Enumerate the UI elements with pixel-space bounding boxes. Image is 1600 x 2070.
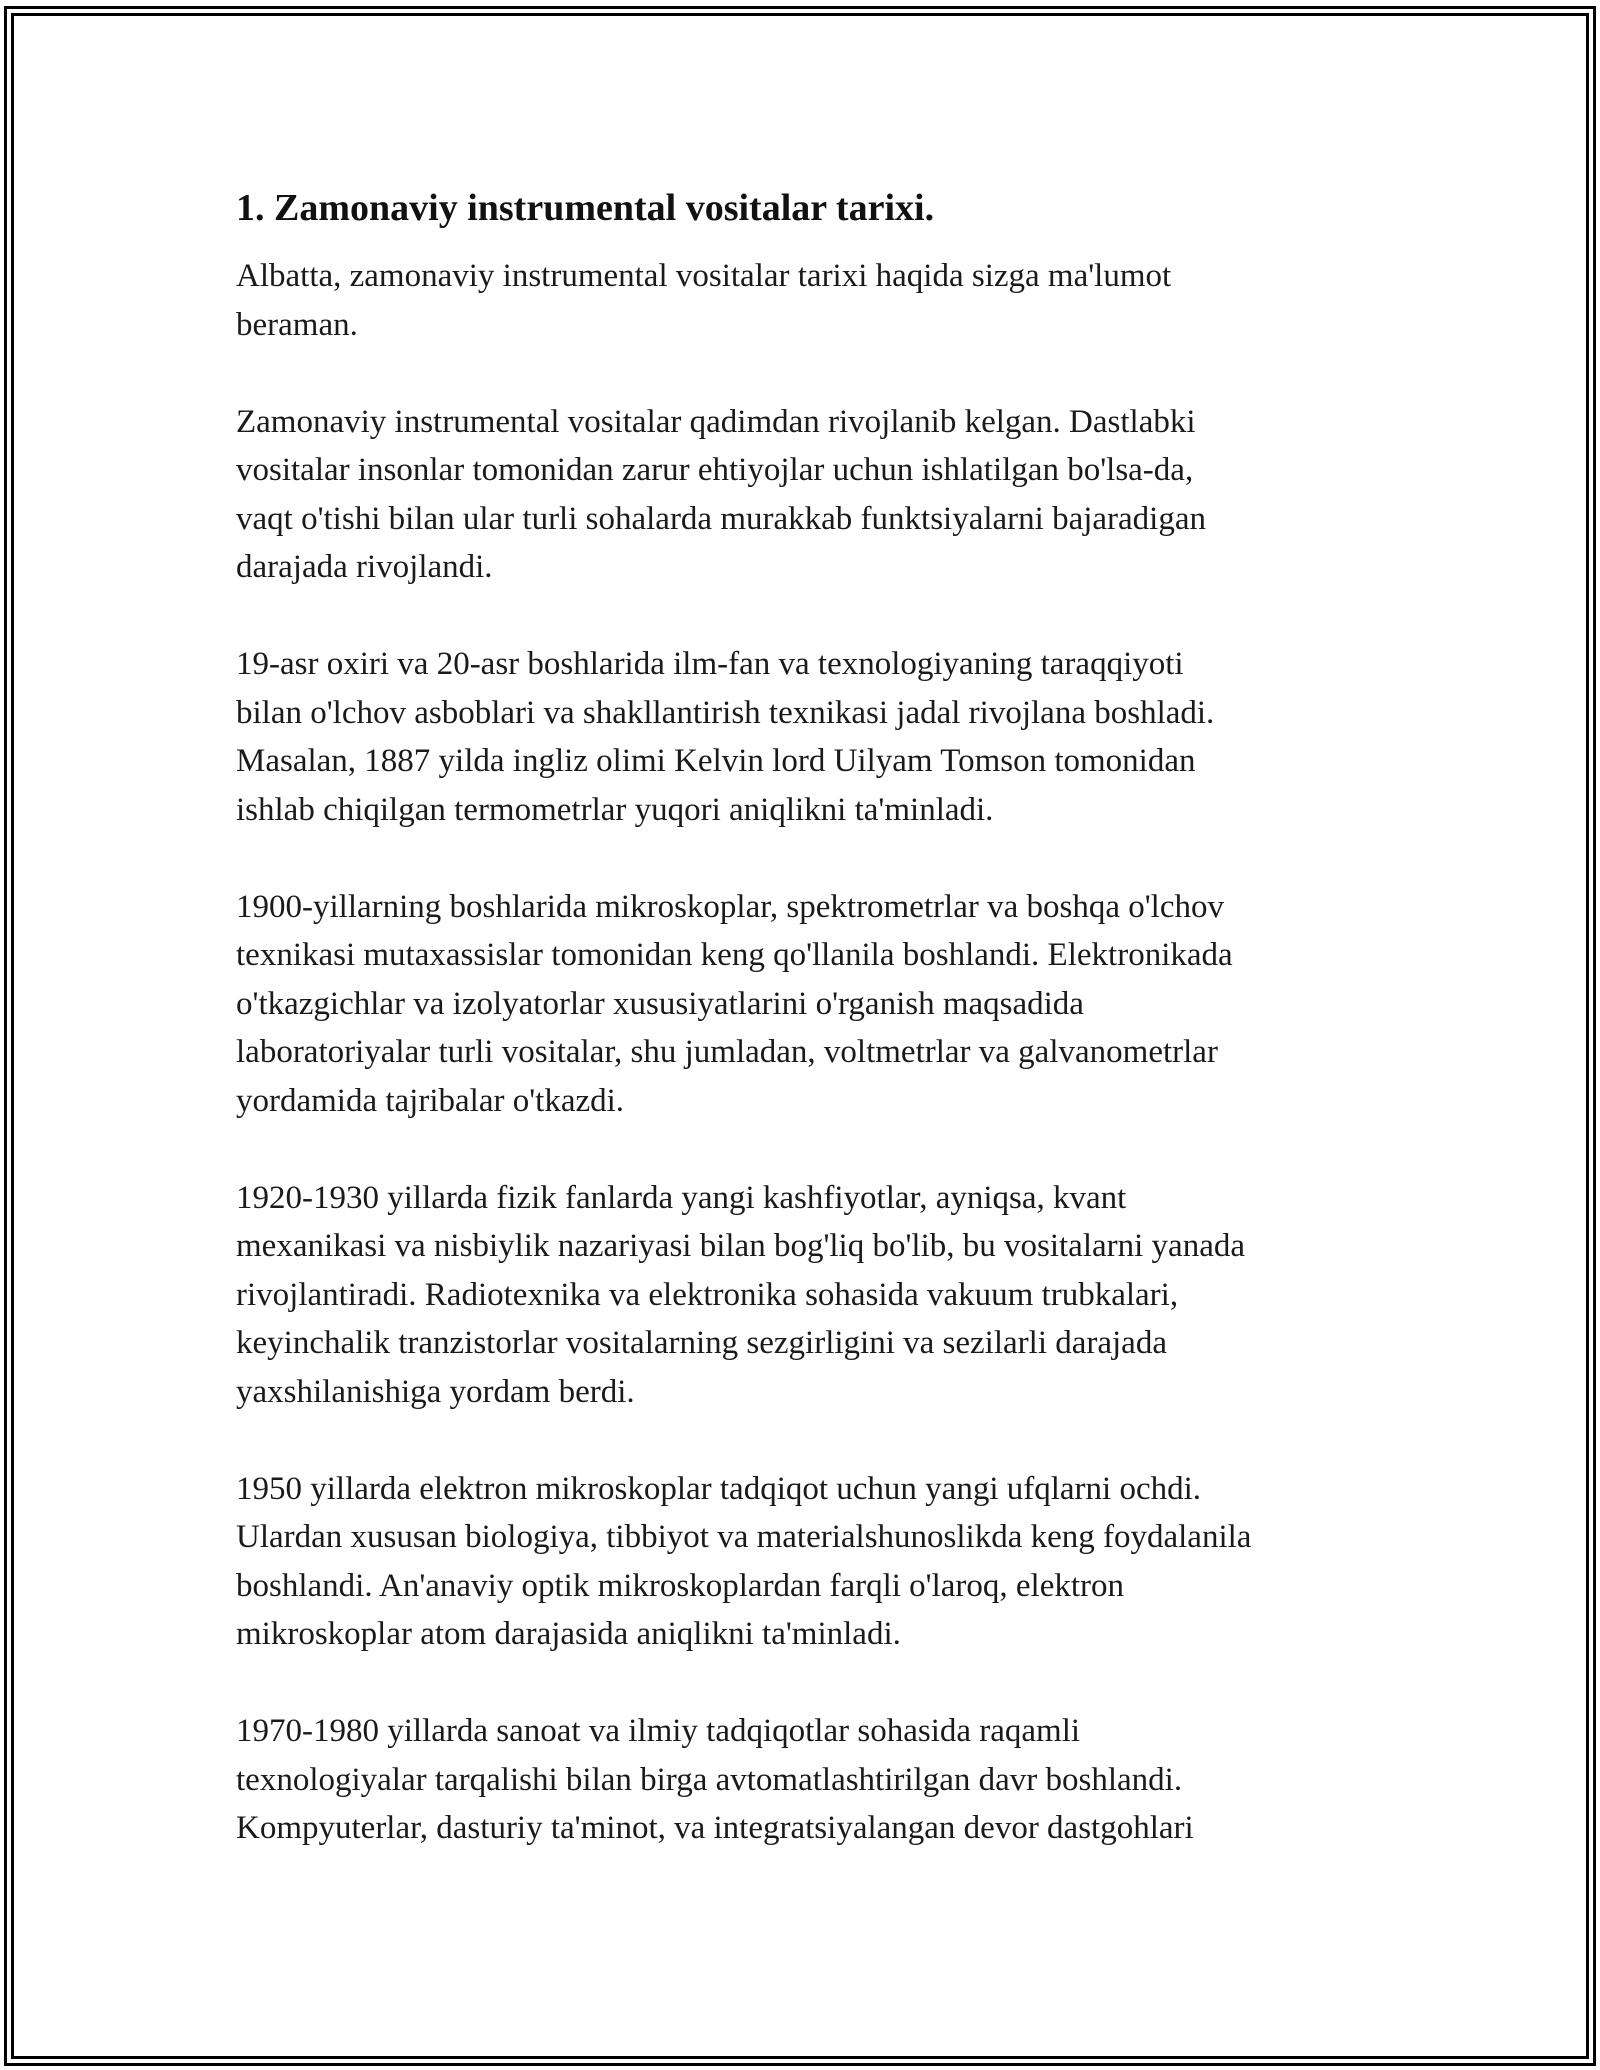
text-line: vositalar insonlar tomonidan zarur ehtiyojlar uchun ishlatilgan bo'lsa-da,	[236, 452, 1194, 488]
paragraph	[236, 398, 1376, 592]
paragraph	[236, 1465, 1376, 1659]
text-line: ishlab chiqilgan termometrlar yuqori aniqlikni ta'minladi.	[236, 791, 994, 828]
text-line: Zamonaviy instrumental vositalar qadimdan rivojlanib kelgan. Dastlabki	[236, 403, 1196, 440]
paragraph	[236, 252, 1376, 349]
text-line: yaxshilanishiga yordam berdi.	[236, 1373, 635, 1410]
text-line: Albatta, zamonaviy instrumental vositalar tarixi haqida sizga ma'lumot	[236, 258, 1172, 294]
text-line: 1970-1980 yillarda sanoat va ilmiy tadqiqotlar sohasida raqamli	[236, 1713, 1081, 1749]
text-line: 19-asr oxiri va 20-asr boshlarida ilm-fan va texnologiyaning taraqqiyoti	[236, 646, 1184, 682]
text-line: beraman.	[236, 306, 358, 343]
paragraph	[236, 883, 1376, 1126]
section-heading: 1. Zamonaviy instrumental vositalar tarixi.	[236, 187, 935, 229]
text-line: darajada rivojlandi.	[236, 549, 493, 585]
text-line: bilan o'lchov asboblari va shakllantirish texnikasi jadal rivojlana boshladi.	[236, 694, 1215, 731]
document-body	[236, 184, 1376, 1901]
paragraph	[236, 1174, 1376, 1417]
text-line: vaqt o'tishi bilan ular turli sohalarda murakkab funktsiyalarni bajaradigan	[236, 500, 1206, 537]
paragraph	[236, 640, 1376, 834]
text-line: keyinchalik tranzistorlar vositalarning sezgirligini va sezilarli darajada	[236, 1325, 1167, 1361]
text-line: 1900-yillarning boshlarida mikroskoplar, spektrometrlar va boshqa o'lchov	[236, 888, 1224, 925]
text-line: Ulardan xususan biologiya, tibbiyot va materialshunoslikda keng foydalanila	[236, 1519, 1252, 1555]
text-line: mexanikasi va nisbiylik nazariyasi bilan bog'liq bo'lib, bu vositalarni yanada	[236, 1228, 1245, 1264]
text-line: laboratoriyalar turli vositalar, shu jumladan, voltmetrlar va galvanometrlar	[236, 1034, 1218, 1070]
paragraph	[236, 1707, 1376, 1853]
text-line: 1920-1930 yillarda fizik fanlarda yangi kashfiyotlar, ayniqsa, kvant	[236, 1179, 1127, 1216]
text-line: texnologiyalar tarqalishi bilan birga avtomatlashtirilgan davr boshlandi.	[236, 1761, 1183, 1798]
text-line: 1950 yillarda elektron mikroskoplar tadqiqot uchun yangi ufqlarni ochdi.	[236, 1470, 1202, 1507]
text-line: rivojlantiradi. Radiotexnika va elektronika sohasida vakuum trubkalari,	[236, 1276, 1179, 1313]
text-line: yordamida tajribalar o'tkazdi.	[236, 1082, 625, 1119]
text-line: boshlandi. An'anaviy optik mikroskoplardan farqli o'laroq, elektron	[236, 1567, 1125, 1604]
text-line: o'tkazgichlar va izolyatorlar xususiyatlarini o'rganish maqsadida	[236, 985, 1084, 1022]
text-line: Kompyuterlar, dasturiy ta'minot, va integratsiyalangan devor dastgohlari	[236, 1810, 1194, 1846]
text-line: Masalan, 1887 yilda ingliz olimi Kelvin lord Uilyam Tomson tomonidan	[236, 743, 1196, 779]
text-line: texnikasi mutaxassislar tomonidan keng qo'llanila boshlandi. Elektronikada	[236, 937, 1233, 973]
text-line: mikroskoplar atom darajasida aniqlikni ta'minladi.	[236, 1616, 901, 1652]
